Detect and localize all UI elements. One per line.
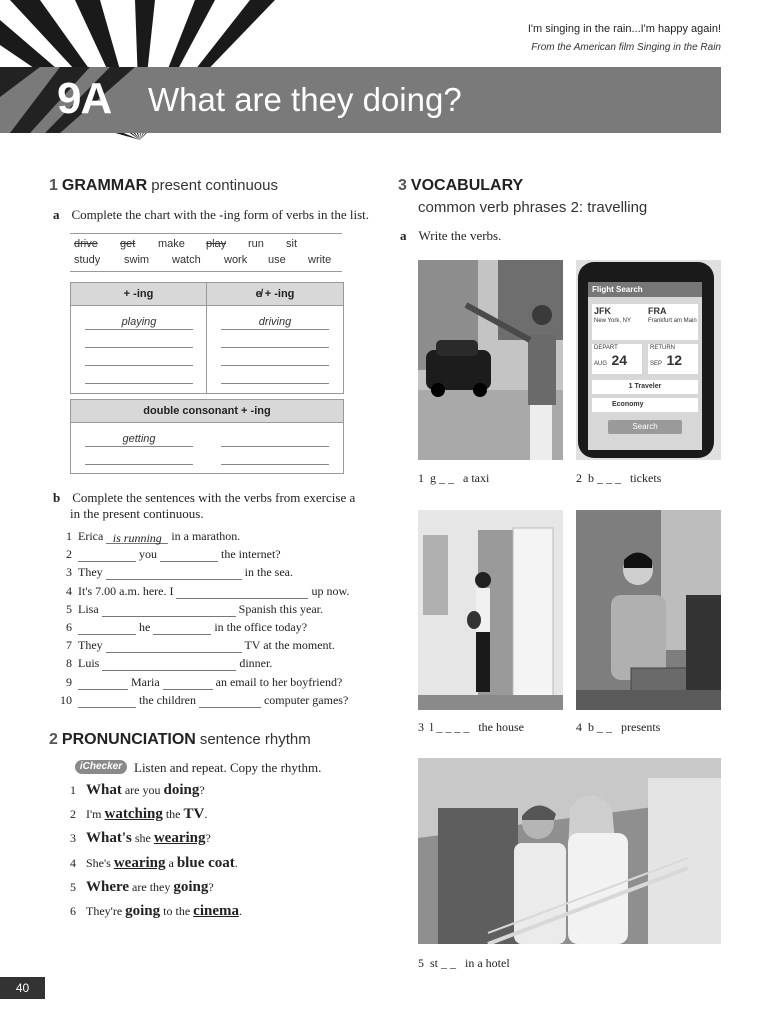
chart-answer: playing [85, 315, 193, 330]
vocab-instruction [400, 227, 501, 245]
depart-label: DEPART [594, 345, 618, 351]
from-code: JFK [594, 306, 612, 316]
rhythm-text: are you [121, 783, 164, 797]
hotel-illustration [418, 758, 721, 944]
sentence-text: you [139, 547, 157, 561]
rhythm-text: ? [199, 783, 205, 797]
sentence-7: 7 They TV at the moment. [66, 638, 335, 652]
sentence-text: he [139, 620, 151, 634]
sentence-blank[interactable] [106, 640, 242, 653]
caption-2 [576, 471, 661, 486]
section-name: GRAMMAR [61, 177, 148, 194]
caption-word: b _ _ [588, 720, 612, 734]
sentence-text: Luis [78, 656, 100, 670]
rhythm-stress: going [125, 903, 161, 919]
section-name: VOCABULARY [410, 177, 524, 194]
photo-leave-house [418, 510, 563, 710]
rhythm-text: the [162, 807, 184, 821]
word-item: study [74, 254, 101, 266]
section-pronunciation-heading [49, 731, 311, 749]
rhythm-text: she [131, 831, 154, 845]
sentence-10: 10 the children computer games? [60, 693, 349, 707]
caption-word: l _ _ _ _ [430, 720, 470, 734]
chart-answer: driving [221, 315, 329, 330]
caption-number: 1 [418, 471, 424, 485]
caption-word: g _ _ [430, 471, 454, 485]
rhythm-text: a [165, 856, 177, 870]
sentence-text: Maria [131, 675, 160, 689]
rhythm-text: . [234, 856, 238, 870]
return-month: SEP [650, 361, 663, 367]
sentence-text: an email to her boyfriend? [215, 675, 343, 689]
section-subtitle: present continuous [151, 177, 278, 194]
route-panel [592, 304, 698, 340]
rhythm-item-6: 6 They're going to the cinema. [70, 903, 242, 919]
rhythm-stress: going [173, 879, 209, 895]
word-item: watch [172, 254, 201, 266]
caption-number: 5 [418, 956, 424, 970]
caption-number: 2 [576, 471, 582, 485]
sentence-blank[interactable] [199, 695, 261, 708]
sentence-blank[interactable] [106, 567, 242, 580]
depart-month: AUG [594, 361, 608, 367]
sentence-5: 5 Lisa Spanish this year. [66, 602, 323, 616]
photo-taxi [418, 260, 563, 460]
caption-number: 4 [576, 720, 582, 734]
rhythm-text: to the [160, 904, 194, 918]
sentence-text: the internet? [221, 547, 281, 561]
sentence-text: TV at the moment. [244, 638, 335, 652]
sentence-6: 6 he in the office today? [66, 620, 308, 634]
rhythm-text: are they [129, 880, 174, 894]
chart-header-double: double consonant + -ing [71, 400, 343, 423]
chart-header-ing: + -ing [71, 283, 207, 306]
caption-text: tickets [630, 471, 662, 485]
rhythm-stress: blue coat [176, 855, 235, 871]
taxi-illustration [418, 260, 563, 460]
sentence-8: 8 Luis dinner. [66, 656, 273, 670]
sentence-2: 2 you the internet? [66, 547, 281, 561]
chart-blank[interactable] [221, 369, 329, 384]
section-grammar-heading [49, 177, 278, 195]
sentence-blank[interactable] [78, 622, 136, 635]
ichecker-badge[interactable]: iChecker [75, 760, 127, 774]
section-vocabulary-heading [398, 177, 523, 195]
rhythm-stress: What's [86, 830, 132, 846]
flight-search-title: Flight Search [588, 282, 702, 297]
rhythm-text: She's [86, 856, 114, 870]
traveler-field[interactable]: 1 Traveler [592, 380, 698, 394]
sentence-blank[interactable] [102, 658, 236, 671]
section-number: 1 [49, 177, 58, 194]
caption-word: st _ _ [430, 956, 457, 970]
instruction-text: Write the verbs. [418, 228, 502, 243]
sentence-blank[interactable] [78, 549, 136, 562]
double-consonant-chart [70, 399, 344, 474]
sentence-text: They [78, 638, 103, 652]
sentence-blank[interactable] [176, 586, 308, 599]
exercise-letter: a [53, 207, 60, 222]
section-number: 2 [49, 731, 58, 748]
chart-header-e-ing: e̸ + -ing [207, 283, 343, 306]
sentence-1: 1 Erica is running in a marathon. [66, 529, 241, 545]
sentence-text: in the sea. [244, 565, 293, 579]
rhythm-item-1: 1 What are you doing? [70, 782, 205, 798]
sentence-blank[interactable] [160, 549, 218, 562]
rhythm-item-2: 2 I'm watching the TV. [70, 806, 208, 822]
word-item: use [268, 254, 286, 266]
rhythm-stress: watching [104, 806, 163, 822]
sentence-text: It's 7.00 a.m. here. I [78, 584, 174, 598]
sentence-blank[interactable] [78, 677, 128, 690]
caption-4 [576, 720, 660, 735]
exercise-letter: a [400, 228, 407, 243]
caption-word: b _ _ _ [588, 471, 621, 485]
return-label: RETURN [650, 345, 675, 351]
chart-blank[interactable] [85, 450, 193, 465]
word-item: make [158, 238, 185, 250]
section-subtitle: common verb phrases 2: travelling [418, 199, 648, 216]
phone-screen [588, 282, 702, 450]
rhythm-text: ? [208, 880, 214, 894]
sentence-text: Erica [78, 529, 107, 543]
chart-blank[interactable] [221, 432, 329, 447]
rhythm-text: They're [86, 904, 126, 918]
section-number: 3 [398, 177, 407, 194]
word-item: swim [124, 254, 150, 266]
exercise-a-instruction [53, 206, 369, 224]
photo-hotel [418, 758, 721, 944]
instruction-text: Complete the chart with the -ing form of verbs in the list. [71, 207, 369, 222]
search-button[interactable]: Search [608, 420, 682, 434]
to-code: FRA [648, 306, 667, 316]
sentence-text: in a marathon. [168, 529, 241, 543]
word-item: work [224, 254, 248, 266]
rhythm-text: I'm [86, 807, 105, 821]
caption-1 [418, 471, 489, 486]
word-list-box [70, 233, 342, 272]
caption-number: 3 [418, 720, 424, 734]
sentence-text: They [78, 565, 103, 579]
depart-day: 24 [611, 352, 628, 368]
section-subtitle: sentence rhythm [199, 731, 311, 748]
rhythm-text: . [204, 807, 208, 821]
sentence-blank[interactable] [163, 677, 213, 690]
ing-chart [70, 282, 344, 394]
word-item: sit [286, 238, 297, 250]
sentence-blank[interactable] [102, 604, 236, 617]
word-item: run [248, 238, 264, 250]
rhythm-stress: What [86, 782, 122, 798]
rhythm-item-5: 5 Where are they going? [70, 879, 214, 895]
sentence-text: computer games? [263, 693, 349, 707]
sentence-9: 9 Maria an email to her boyfriend? [66, 675, 343, 689]
chart-blank[interactable] [85, 369, 193, 384]
chart-blank[interactable] [85, 351, 193, 366]
from-city: New York, NY [594, 318, 632, 324]
caption-text: the house [478, 720, 524, 734]
caption-5 [418, 956, 510, 971]
sentence-4: 4 It's 7.00 a.m. here. I up now. [66, 584, 350, 598]
return-day: 12 [666, 352, 683, 368]
rhythm-stress: doing [163, 782, 200, 798]
word-item: get [120, 238, 136, 250]
rhythm-stress: wearing [113, 855, 166, 871]
word-item: write [308, 254, 332, 266]
rhythm-text: . [238, 904, 242, 918]
word-item: drive [74, 238, 98, 250]
word-item: play [206, 238, 227, 250]
caption-text: a taxi [463, 471, 490, 485]
presents-illustration [576, 510, 721, 710]
return-panel[interactable] [648, 344, 698, 374]
sentence-3: 3 They in the sea. [66, 565, 293, 579]
class-field[interactable]: Economy [592, 398, 698, 412]
depart-panel[interactable] [592, 344, 642, 374]
instruction-text: Listen and repeat. Copy the rhythm. [134, 760, 322, 775]
photo-phone [576, 260, 721, 460]
sentence-text: Spanish this year. [238, 602, 323, 616]
sentence-text: dinner. [239, 656, 273, 670]
rhythm-item-4: 4 She's wearing a blue coat. [70, 855, 238, 871]
chart-blank[interactable] [221, 351, 329, 366]
to-city: Frankfurt am Main [648, 318, 697, 324]
photo-presents [576, 510, 721, 710]
rhythm-item-3: 3 What's she wearing? [70, 830, 211, 846]
page-number: 40 [0, 977, 45, 999]
quote-source: From the American film Singing in the Rain [531, 42, 721, 53]
quote-line: I'm singing in the rain...I'm happy again! [527, 23, 721, 35]
sentence-text: the children [139, 693, 196, 707]
sentence-text: in the office today? [214, 620, 308, 634]
sentence-blank[interactable] [78, 695, 136, 708]
exercise-letter: b [53, 490, 61, 505]
section-name: PRONUNCIATION [61, 731, 196, 748]
house-illustration [418, 510, 563, 710]
exercise-b-instruction [53, 489, 355, 507]
sentence-answer: is running [106, 531, 168, 544]
instruction-text: Complete the sentences with the verbs from exercise a [72, 490, 356, 505]
chart-answer: getting [85, 432, 193, 447]
page-title: What are they doing? [148, 81, 462, 118]
caption-text: presents [621, 720, 661, 734]
instruction-text: in the present continuous. [70, 506, 204, 521]
sentence-text: up now. [311, 584, 350, 598]
rhythm-stress: TV [183, 806, 205, 822]
rhythm-stress: Where [86, 879, 130, 895]
rhythm-text: ? [205, 831, 211, 845]
caption-text: in a hotel [465, 956, 510, 970]
unit-number: 9A [57, 74, 112, 123]
rhythm-stress: wearing [153, 830, 206, 846]
chart-blank[interactable] [85, 333, 193, 348]
sentence-blank[interactable] [153, 622, 211, 635]
caption-3 [418, 720, 524, 735]
rhythm-stress: cinema [193, 903, 239, 919]
chart-blank[interactable] [221, 450, 329, 465]
sentence-text: Lisa [78, 602, 99, 616]
chart-blank[interactable] [221, 333, 329, 348]
